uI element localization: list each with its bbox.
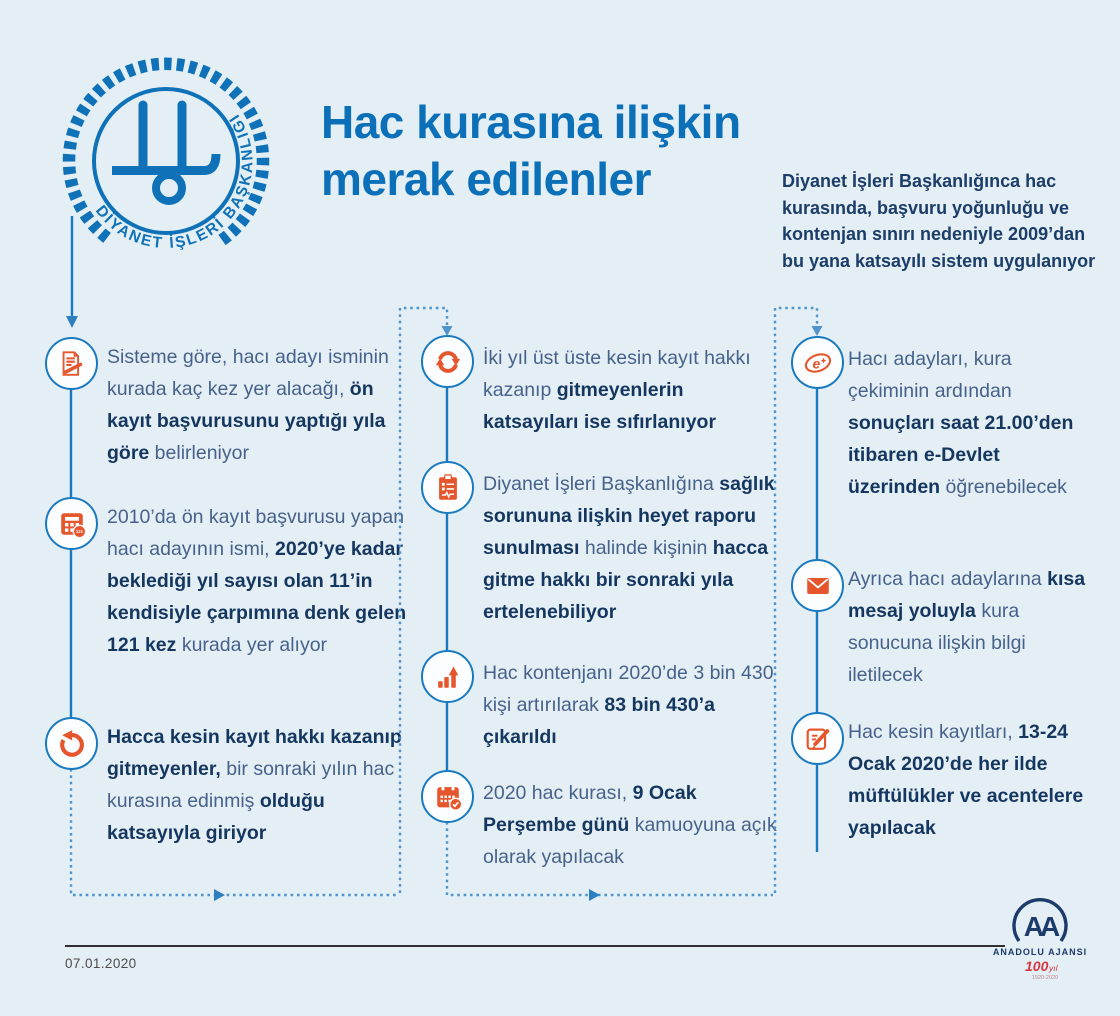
redo-arrow-icon bbox=[57, 729, 87, 759]
text-segment: 13-24 Ocak 2020’de her ilde müftülükler ve acentelere yapılacak bbox=[848, 721, 1084, 839]
medical-report-icon bbox=[433, 473, 463, 503]
timeline-icon bbox=[421, 461, 474, 514]
badge-121: 121 bbox=[75, 528, 83, 534]
timeline-icon bbox=[421, 650, 474, 703]
title-line-1: Hac kurasına ilişkin bbox=[321, 96, 741, 148]
text-segment: 2010’da ön kayıt başvurusu yapan hacı adayının ismi, bbox=[107, 506, 405, 560]
text-segment: Hacca kesin kayıt hakkı kazanıp gitmeyenler, bbox=[107, 726, 402, 780]
text-segment: kamuoyuna açık olarak yapılacak bbox=[483, 814, 777, 868]
aa-monogram: AA bbox=[1023, 911, 1057, 942]
text-segment: Ayrıca hacı adaylarına bbox=[848, 568, 1048, 590]
text-segment: Hacı adayları, kura çekiminin ardından bbox=[848, 348, 1012, 402]
timeline-icon bbox=[45, 497, 98, 550]
text-segment: 9 Ocak Perşembe günü bbox=[483, 782, 697, 836]
timeline-icon bbox=[791, 559, 844, 612]
timeline-icon bbox=[45, 337, 98, 390]
calendar-check-icon bbox=[433, 782, 463, 812]
centennial-years: 1920-2020 bbox=[1031, 975, 1059, 981]
text-segment: Sisteme göre, hacı adayı isminin kurada kaç kez yer alacağı, bbox=[107, 346, 389, 400]
text-segment: gitmeyenlerin katsayıları ise sıfırlanıyor bbox=[483, 379, 717, 433]
timeline-icon bbox=[45, 717, 98, 770]
timeline-icon bbox=[791, 712, 844, 765]
sync-arrows-icon bbox=[433, 347, 463, 377]
notepad-pen-icon bbox=[803, 724, 833, 754]
text-segment: kura sonucuna ilişkin bilgi iletilecek bbox=[848, 600, 1026, 686]
timeline-icon bbox=[421, 335, 474, 388]
svg-text:e: e bbox=[812, 355, 820, 371]
text-segment: 2020’ye kadar beklediği yıl sayısı olan 11’in kendisiyle çarpımına denk gelen 121 kez bbox=[107, 538, 407, 656]
text-segment: Hac kontenjanı 2020’de 3 bin 430 kişi artırılarak bbox=[483, 662, 774, 716]
text-segment: kısa mesaj yoluyla bbox=[848, 568, 1086, 622]
page-subtitle: Diyanet İşleri Başkanlığınca hac kurasında, başvuru yoğunluğu ve kontenjan sınırı nedeniyle 2009’dan bu yana katsayılı sistem uygulanıyor bbox=[782, 171, 1096, 271]
diyanet-logo bbox=[55, 48, 277, 270]
agency-name: ANADOLU AJANSI bbox=[992, 947, 1088, 957]
right-arrow-icon bbox=[589, 889, 600, 901]
timeline-icon bbox=[421, 770, 474, 823]
publish-date: 07.01.2020 bbox=[65, 956, 137, 971]
right-arrow-icon bbox=[214, 889, 225, 901]
text-segment: hacca gitme hakkı bir sonraki yıla ertelenebiliyor bbox=[483, 537, 769, 623]
text-segment: belirleniyor bbox=[149, 442, 249, 464]
title-line-2: merak edilenler bbox=[321, 153, 652, 205]
logo-calligraphy bbox=[112, 105, 216, 201]
text-segment: kurada yer alıyor bbox=[176, 634, 328, 656]
text-segment: sağlık sorununa ilişkin heyet raporu sunulması bbox=[483, 473, 775, 559]
down-arrow-icon bbox=[812, 326, 823, 336]
calculator-icon bbox=[57, 509, 87, 539]
text-segment: sonuçları saat 21.00’den itibaren e-Devlet üzerinden bbox=[848, 412, 1074, 498]
text-segment: Hac kesin kayıtları, bbox=[848, 721, 1019, 743]
centennial-number: 100 bbox=[1025, 958, 1049, 974]
text-segment: öğrenebilecek bbox=[940, 476, 1067, 498]
text-segment: 2020 hac kurası, bbox=[483, 782, 633, 804]
logo-ring-text: DİYANET İŞLERİ BAŞKANLIĞI bbox=[91, 109, 257, 253]
envelope-icon bbox=[803, 571, 833, 601]
text-segment: halinde kişinin bbox=[579, 537, 713, 559]
text-segment: 83 bin 430’a çıkarıldı bbox=[483, 694, 715, 748]
document-pen-icon bbox=[57, 349, 87, 379]
timeline-icon bbox=[791, 336, 844, 389]
down-arrow-icon bbox=[66, 316, 78, 328]
text-segment: ön kayıt başvurusunu yaptığı yıla göre bbox=[107, 378, 386, 464]
text-segment: İki yıl üst üste kesin kayıt hakkı kazanıp bbox=[483, 347, 751, 401]
text-segment: olduğu katsayıyla giriyor bbox=[107, 790, 325, 844]
text-segment: Diyanet İşleri Başkanlığına bbox=[483, 473, 720, 495]
bar-chart-up-icon bbox=[433, 662, 463, 692]
centennial-label: yıl bbox=[1049, 963, 1058, 973]
text-segment: bir sonraki yılın hac kurasına edinmiş bbox=[107, 758, 395, 812]
e-devlet-icon bbox=[802, 347, 834, 379]
